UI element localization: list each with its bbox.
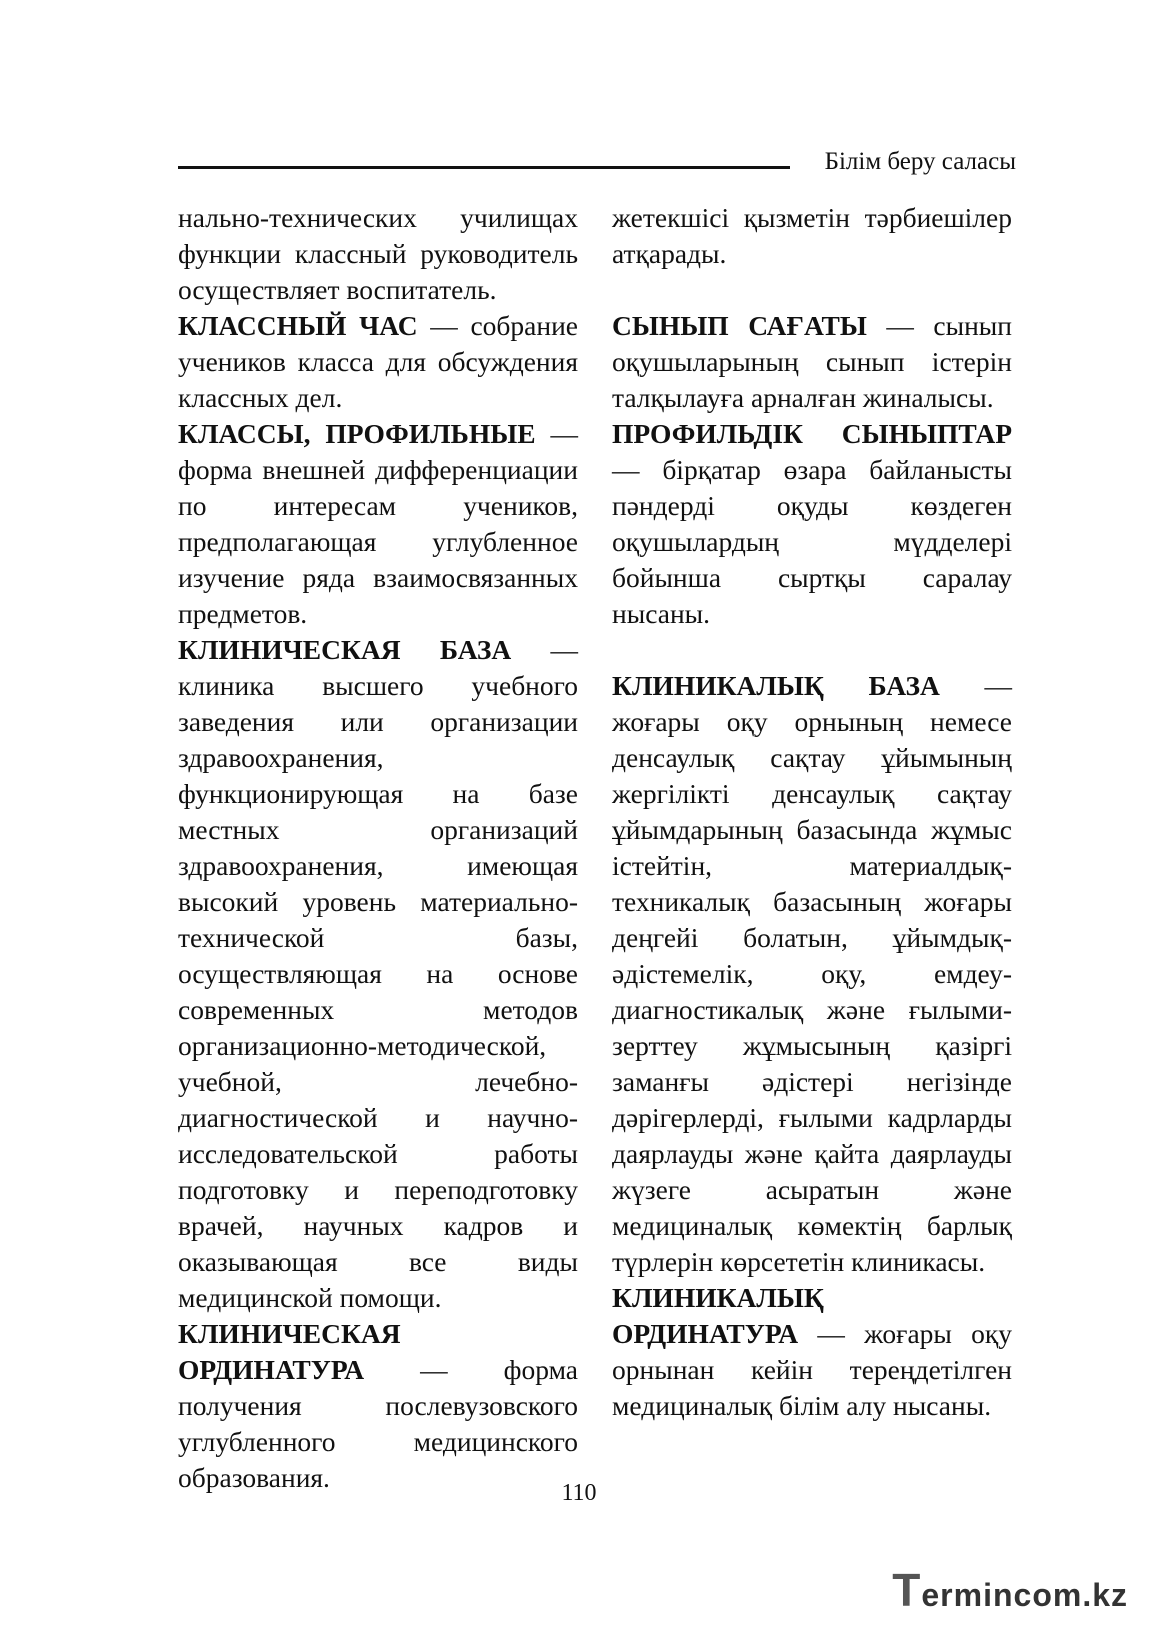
entry-term: СЫНЫП САҒАТЫ (612, 310, 867, 341)
right-column (612, 200, 1012, 1424)
entry-term: КЛАССНЫЙ ЧАС (178, 310, 418, 341)
header-rule (178, 166, 790, 169)
entry-definition: — бірқатар өзара байланысты пәндерді оқуды көздеген оқушылардың мүдделері бойынша сыртқы саралау нысаны. (612, 454, 1012, 629)
entry-definition: — форма получения послевузовского углубленного медицинского образования. (178, 1354, 578, 1493)
dictionary-entry (178, 416, 578, 632)
header-title: Білім беру саласы (824, 148, 1016, 175)
entry-term: КЛИНИКАЛЫҚ ОРДИНАТУРА (612, 1282, 824, 1349)
watermark-initial: T (892, 1564, 922, 1616)
entry-term: КЛИНИЧЕСКАЯ ОРДИНАТУРА (178, 1318, 401, 1385)
site-watermark (892, 1563, 1128, 1617)
entry-definition: — клиника высшего учебного заведения или организации здравоохранения, функционирующая на базе местных организаций здравоохранения, имеющая высокий уровень материально-технической базы, осуществляющая на основе современных методов организационно-методической, учебной, лечебно-диагностической и научно-исследовательской работы подготовку и переподготовку врачей, научных кадров и оказывающая все виды медицинской помощи. (178, 634, 579, 1313)
watermark-text: ermincom.kz (921, 1577, 1128, 1613)
entry-definition: — собрание учеников класса для обсуждения классных дел. (178, 310, 578, 413)
dictionary-entry (612, 308, 1012, 416)
entry-term: КЛАССЫ, ПРОФИЛЬНЫЕ (178, 418, 536, 449)
entry-term: КЛИНИКАЛЫҚ БАЗА (612, 670, 940, 701)
entry-definition: — сынып оқушыларының сынып істерін талқылауға арналған жиналысы. (612, 310, 1013, 413)
dictionary-entry (612, 1280, 1012, 1424)
entry-definition: — жоғары оқу орнынан кейін тереңдетілген медициналық білім алу нысаны. (612, 1318, 1012, 1421)
dictionary-entry (178, 632, 578, 1316)
left-column (178, 200, 578, 1496)
entry-term: КЛИНИЧЕСКАЯ БАЗА (178, 634, 512, 665)
left-continuation: нально-технических училищах функции классный руководитель осуществляет воспитатель. (178, 202, 578, 305)
dictionary-entry (612, 668, 1012, 1280)
running-header (178, 142, 1016, 182)
page-number: 110 (561, 1480, 597, 1506)
dictionary-entry (178, 1316, 578, 1496)
entry-term: ПРОФИЛЬДІК СЫНЫПТАР (612, 418, 1012, 449)
dictionary-entry (612, 416, 1012, 632)
entry-definition: — форма внешней дифференциации по интересам учеников, предполагающая углубленное изучение ряда взаимосвязанных предметов. (178, 418, 578, 629)
right-continuation: жетекшісі қызметін тәрбиешілер атқарады. (612, 202, 1012, 269)
dictionary-entry (178, 308, 578, 416)
entry-definition: — жоғары оқу орнының немесе денсаулық сақтау ұйымының жергілікті денсаулық сақтау ұйымдарының базасында жұмыс істейтін, материалдық-техникалық базасының жоғары деңгейі болатын, ұйымдық-әдістемелік, оқу, емдеу-диагностикалық және ғылыми-зерттеу жұмысының қазіргі заманғы әдістері негізінде дәрігерлерді, ғылыми кадрларды даярлауды және қайта даярлауды жүзеге асыратын және медициналық көмектің барлық түрлерін көрсететін клиникасы. (612, 670, 1012, 1277)
